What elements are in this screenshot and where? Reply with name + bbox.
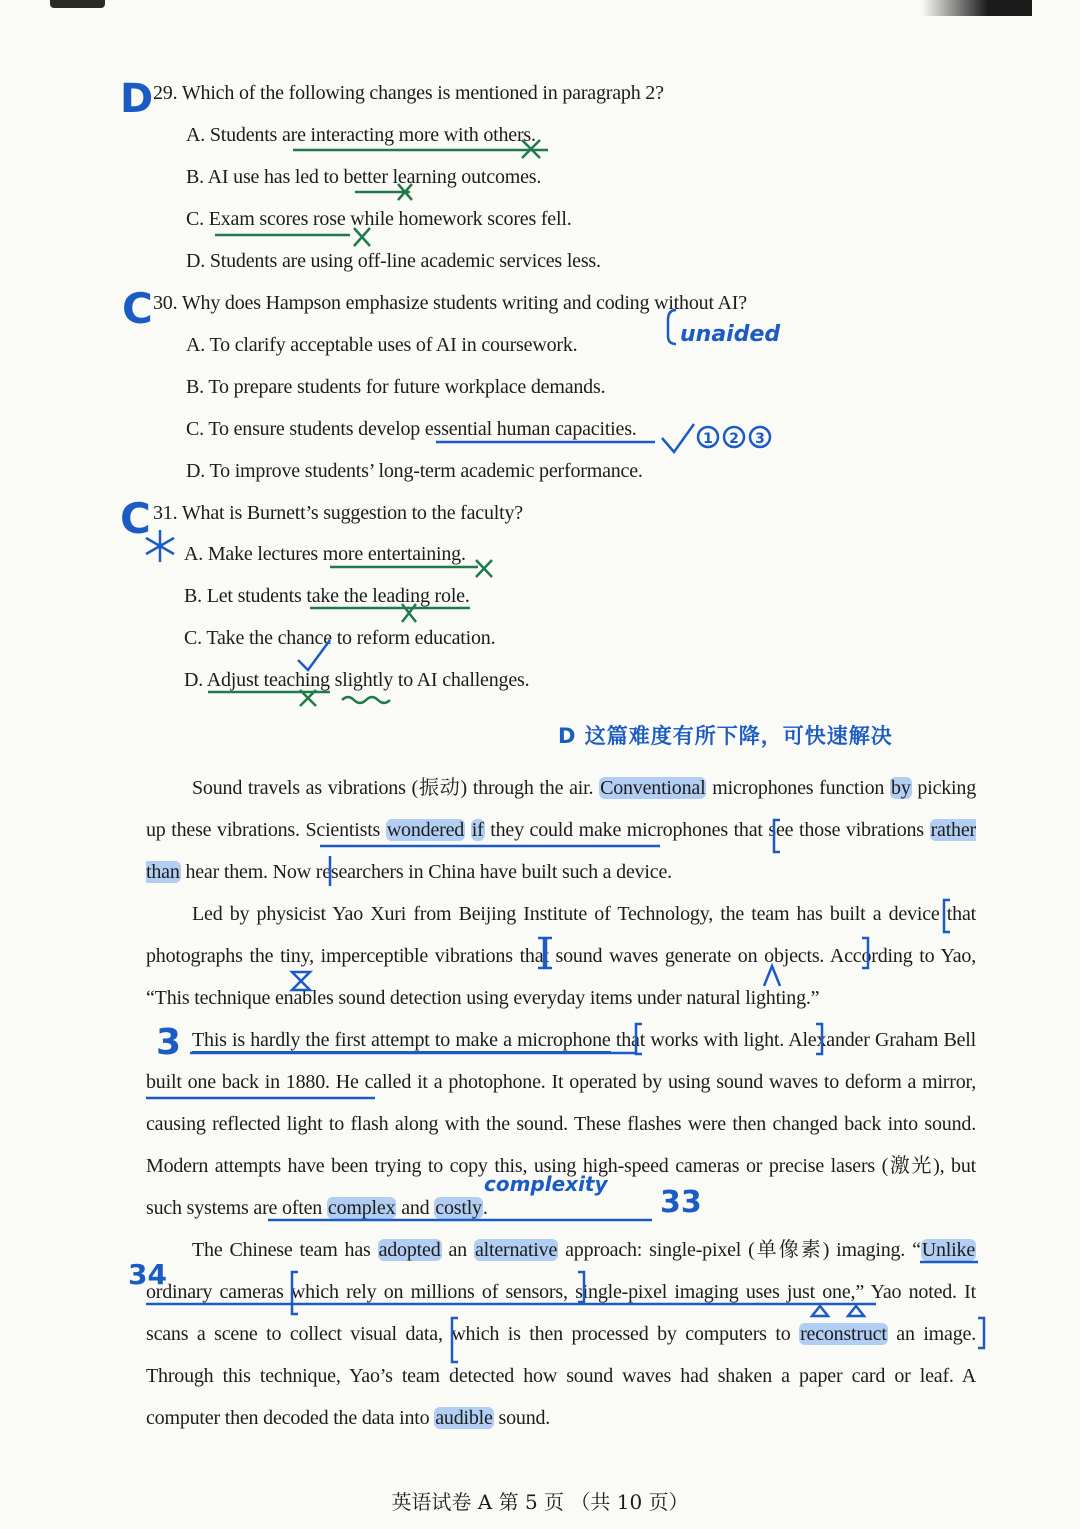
q30-option-b: B. To prepare students for future workplace demands. <box>186 376 606 398</box>
question-30-stem: 30. Why does Hampson emphasize students writing and coding without AI? <box>153 292 747 314</box>
highlight: alternative <box>474 1239 558 1261</box>
question-31-stem: 31. What is Burnett’s suggestion to the faculty? <box>153 502 523 524</box>
highlight: complex <box>327 1197 396 1219</box>
circled-number: 3 <box>755 431 765 447</box>
handwritten-complexity: complexity <box>484 1172 608 1196</box>
highlight: rather than <box>146 819 976 883</box>
q29-option-a: A. Students are interacting more with others. <box>186 124 536 146</box>
circled-number: 1 <box>703 431 713 447</box>
reading-passage <box>146 767 976 1439</box>
handwritten-unaided-note: unaided <box>680 322 781 347</box>
section-note: D 这篇难度有所下降，可快速解决 <box>558 724 893 748</box>
highlight: adopted <box>378 1239 441 1261</box>
highlight: Conventional <box>600 777 706 799</box>
passage-paragraph-1: Sound travels as vibrations (振动) through the air. Conventional microphones function by picking up these vibrations. Scientists wondered if they could make microphones that see those vibrations rather than hear them. Now researchers in China have built such a device. <box>146 777 977 883</box>
q29-option-d: D. Students are using off-line academic services less. <box>186 250 601 272</box>
passage-paragraph-3: This is hardly the first attempt to make a microphone that works with light. Alexander Graham Bell built one back in 1880. He called it a photophone. It operated by using sound waves to deform a mirror, causing reflected light to flash along with the sound. These flashes were then changed back into sound. Modern attempts have been trying to copy this, using high-speed cameras or precise lasers (激光), but such systems are often complex and costly. <box>146 1029 976 1219</box>
q29-option-c: C. Exam scores rose while homework scores fell. <box>186 208 572 230</box>
page-edge-shadow <box>922 0 1032 16</box>
q31-option-c: C. Take the chance to reform education. <box>184 627 496 649</box>
answer-mark-29: D <box>120 76 154 122</box>
page-edge-shadow <box>50 0 105 8</box>
passage-paragraph-4: The Chinese team has adopted an alternative approach: single-pixel (单像素) imaging. “Unlike ordinary cameras which rely on millions of sensors, single-pixel imaging uses just one,” Yao noted. It scans a scene to collect visual data, which is then processed by computers to reconstruct an image. Through this technique, Yao’s team detected how sound waves had shaken a paper card or leaf. A computer then decoded the data into audible sound. <box>146 1239 976 1429</box>
q30-option-a: A. To clarify acceptable uses of AI in coursework. <box>186 334 578 356</box>
highlight: by <box>891 777 911 799</box>
highlight: audible <box>435 1407 493 1429</box>
page-footer: 英语试卷 A 第 5 页 （共 10 页） <box>391 1490 689 1514</box>
answer-mark-30: C <box>122 284 153 333</box>
highlight: costly <box>435 1197 482 1219</box>
underline: This is hardly the first attempt to make a microphone <box>192 1029 611 1051</box>
q29-option-b: B. AI use has led to better learning outcomes. <box>186 166 542 188</box>
q30-option-c: C. To ensure students develop essential human capacities. <box>186 418 637 440</box>
highlight: reconstruct <box>800 1323 887 1345</box>
circled-number: 2 <box>729 431 739 447</box>
highlight: Unlike <box>921 1239 975 1261</box>
highlight: wondered <box>386 819 465 841</box>
handwritten-number-33: 33 <box>660 1185 702 1220</box>
highlight: if <box>471 819 484 841</box>
passage-paragraph-2: Led by physicist Yao Xuri from Beijing Institute of Technology, the team has built a device that photographs the tiny, imperceptible vibrations that sound waves generate on objects. According to Yao, “This technique enables sound detection using everyday items under natural lighting.” <box>146 903 976 1009</box>
q31-option-b: B. Let students take the leading role. <box>184 585 470 607</box>
answer-mark-31: C <box>120 494 151 543</box>
handwritten-number-34: 34 <box>128 1258 167 1291</box>
question-29-stem: 29. Which of the following changes is mentioned in paragraph 2? <box>153 82 664 104</box>
q30-option-d: D. To improve students’ long-term academic performance. <box>186 460 643 482</box>
q31-option-a: A. Make lectures more entertaining. <box>184 543 466 565</box>
q31-option-d: D. Adjust teaching slightly to AI challenges. <box>184 669 530 691</box>
handwritten-number-3: 3 <box>156 1022 182 1063</box>
